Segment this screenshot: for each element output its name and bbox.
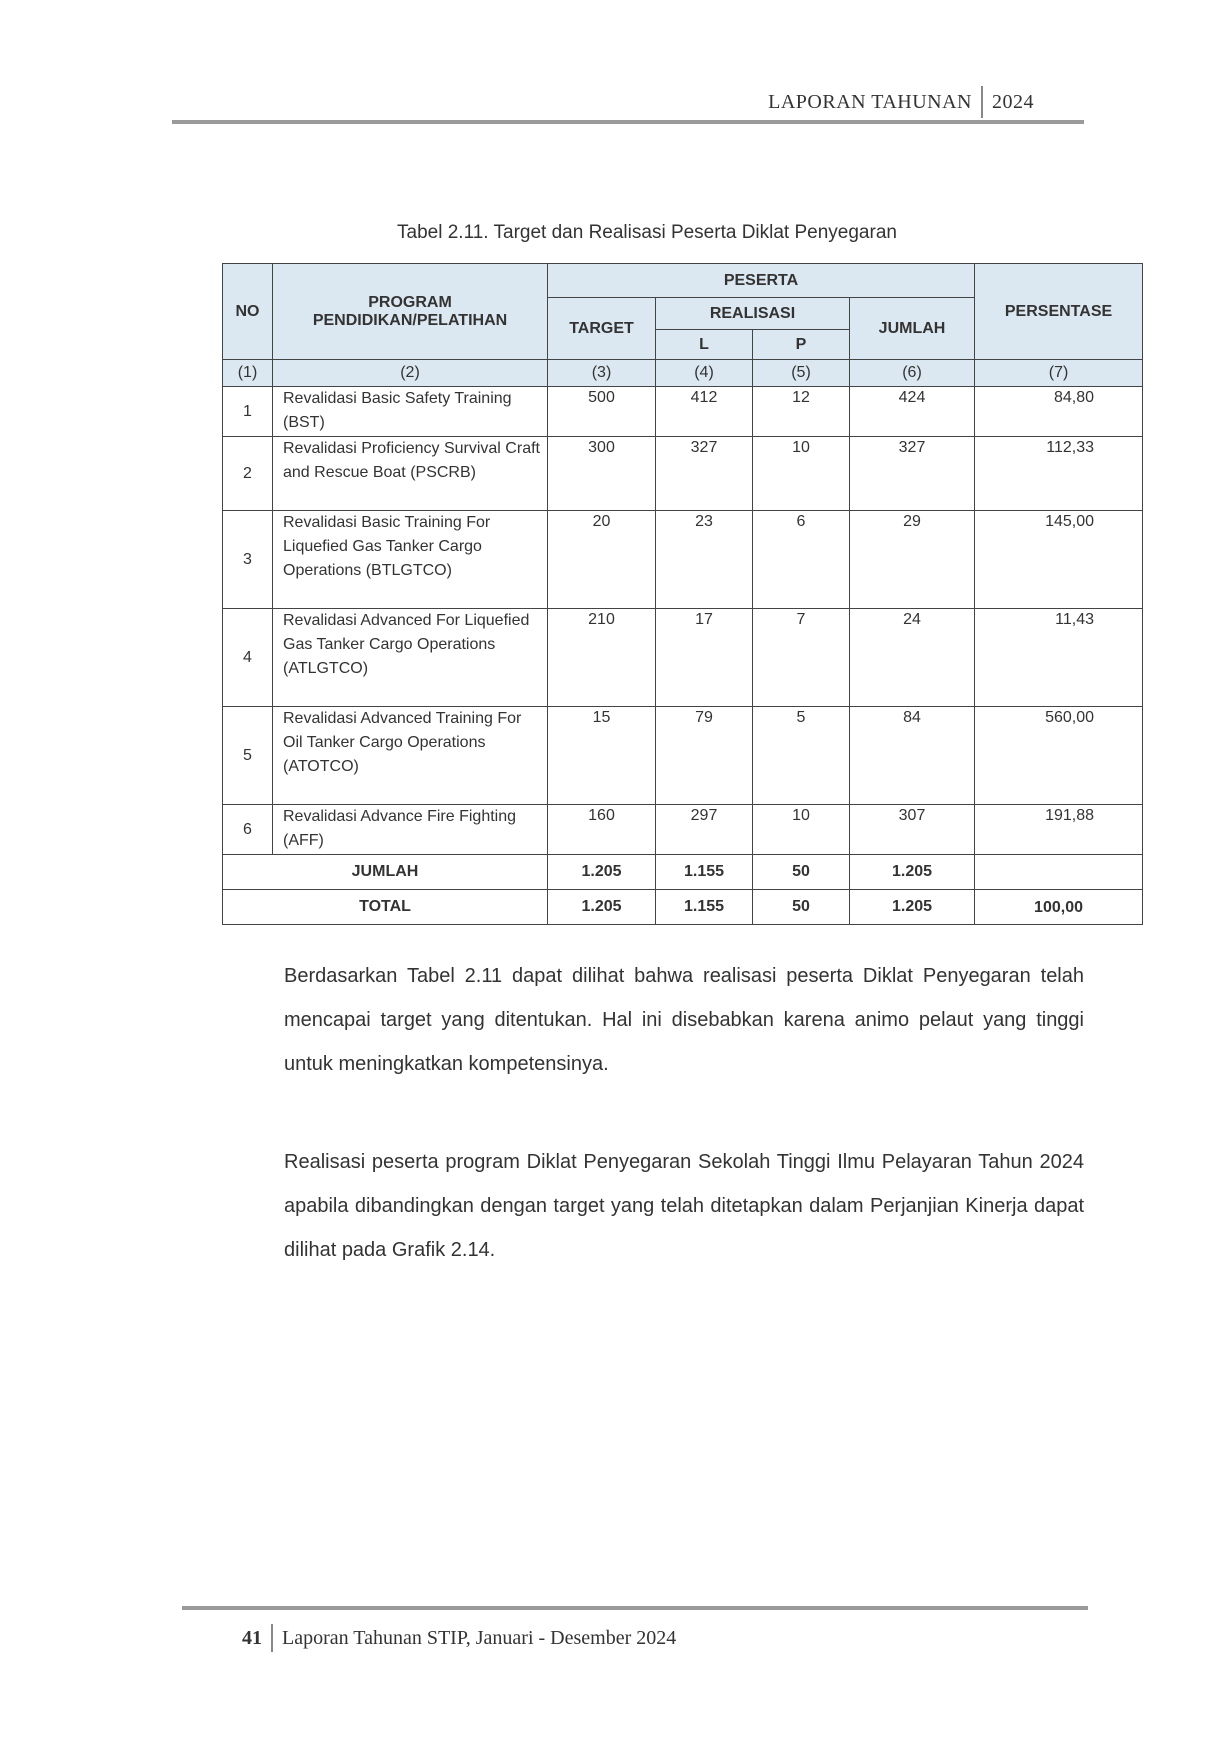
col-header-p: P [753,330,850,360]
col-number: (3) [548,360,656,387]
row-target: 500 [548,387,656,437]
col-number: (4) [656,360,753,387]
total-label: TOTAL [223,890,548,925]
row-jumlah: 24 [850,609,975,707]
column-number-row [223,360,1143,387]
footer-divider [271,1624,273,1652]
row-persentase: 112,33 [975,437,1143,511]
row-program: Revalidasi Advanced Training For Oil Tanker Cargo Operations (ATOTCO) [273,707,548,805]
page-header [172,78,1084,124]
paragraph-2: Realisasi peserta program Diklat Penyegaran Sekolah Tinggi Ilmu Pelayaran Tahun 2024 apabila dibandingkan dengan target yang telah ditetapkan dalam Perjanjian Kinerja dapat dilihat pada Grafik 2.14. [284,1151,1084,1261]
total-target: 1.205 [548,890,656,925]
jumlah-jumlah: 1.205 [850,855,975,890]
page-footer [182,1606,1088,1649]
row-no: 1 [223,387,273,437]
col-header-realisasi: REALISASI [656,298,850,330]
row-l: 79 [656,707,753,805]
row-l: 297 [656,805,753,855]
page-number: 41 [242,1626,262,1649]
row-p: 6 [753,511,850,609]
header-title: LAPORAN TAHUNAN [768,90,972,113]
row-p: 12 [753,387,850,437]
row-l: 17 [656,609,753,707]
row-no: 3 [223,511,273,609]
footer-block [242,1624,676,1652]
row-no: 4 [223,609,273,707]
row-target: 20 [548,511,656,609]
col-header-peserta: PESERTA [548,264,975,298]
jumlah-row [223,855,1143,890]
row-no: 6 [223,805,273,855]
footer-text: Laporan Tahunan STIP, Januari - Desember 2024 [282,1626,677,1649]
jumlah-persentase [975,855,1143,890]
jumlah-label: JUMLAH [223,855,548,890]
col-number: (5) [753,360,850,387]
row-p: 5 [753,707,850,805]
col-header-no: NO [223,264,273,360]
row-program: Revalidasi Advance Fire Fighting (AFF) [273,805,548,855]
header-divider [981,86,983,118]
row-persentase: 11,43 [975,609,1143,707]
row-p: 7 [753,609,850,707]
row-target: 210 [548,609,656,707]
jumlah-target: 1.205 [548,855,656,890]
col-header-persentase: PERSENTASE [975,264,1143,360]
row-target: 15 [548,707,656,805]
table-row [223,805,1143,855]
col-header-program: PROGRAM PENDIDIKAN/PELATIHAN [273,264,548,360]
jumlah-l: 1.155 [656,855,753,890]
row-program: Revalidasi Advanced For Liquefied Gas Tanker Cargo Operations (ATLGTCO) [273,609,548,707]
participants-table [222,263,1143,925]
col-number: (7) [975,360,1143,387]
col-header-target: TARGET [548,298,656,360]
total-l: 1.155 [656,890,753,925]
col-number: (6) [850,360,975,387]
table-row [223,511,1143,609]
row-l: 23 [656,511,753,609]
row-p: 10 [753,805,850,855]
row-target: 300 [548,437,656,511]
row-persentase: 191,88 [975,805,1143,855]
col-header-l: L [656,330,753,360]
table-row [223,609,1143,707]
table-caption: Tabel 2.11. Target dan Realisasi Peserta Diklat Penyegaran [397,222,897,243]
total-p: 50 [753,890,850,925]
total-persentase: 100,00 [975,890,1143,925]
jumlah-p: 50 [753,855,850,890]
total-row [223,890,1143,925]
row-no: 5 [223,707,273,805]
col-header-jumlah: JUMLAH [850,298,975,360]
header-year: 2024 [992,90,1034,113]
row-l: 327 [656,437,753,511]
row-jumlah: 327 [850,437,975,511]
col-number: (1) [223,360,273,387]
row-program: Revalidasi Basic Safety Training (BST) [273,387,548,437]
paragraph-1: Berdasarkan Tabel 2.11 dapat dilihat bahwa realisasi peserta Diklat Penyegaran telah mencapai target yang ditentukan. Hal ini disebabkan karena animo pelaut yang tinggi untuk meningkatkan kompetensinya. [284,965,1084,1075]
table-row [223,387,1143,437]
row-jumlah: 84 [850,707,975,805]
table-row [223,437,1143,511]
total-jumlah: 1.205 [850,890,975,925]
row-target: 160 [548,805,656,855]
row-jumlah: 424 [850,387,975,437]
row-persentase: 145,00 [975,511,1143,609]
row-jumlah: 29 [850,511,975,609]
row-program: Revalidasi Basic Training For Liquefied Gas Tanker Cargo Operations (BTLGTCO) [273,511,548,609]
row-program: Revalidasi Proficiency Survival Craft and Rescue Boat (PSCRB) [273,437,548,511]
row-persentase: 560,00 [975,707,1143,805]
header-title-block [768,86,1034,118]
row-l: 412 [656,387,753,437]
col-number: (2) [273,360,548,387]
table-row [223,707,1143,805]
row-p: 10 [753,437,850,511]
row-persentase: 84,80 [975,387,1143,437]
row-no: 2 [223,437,273,511]
row-jumlah: 307 [850,805,975,855]
